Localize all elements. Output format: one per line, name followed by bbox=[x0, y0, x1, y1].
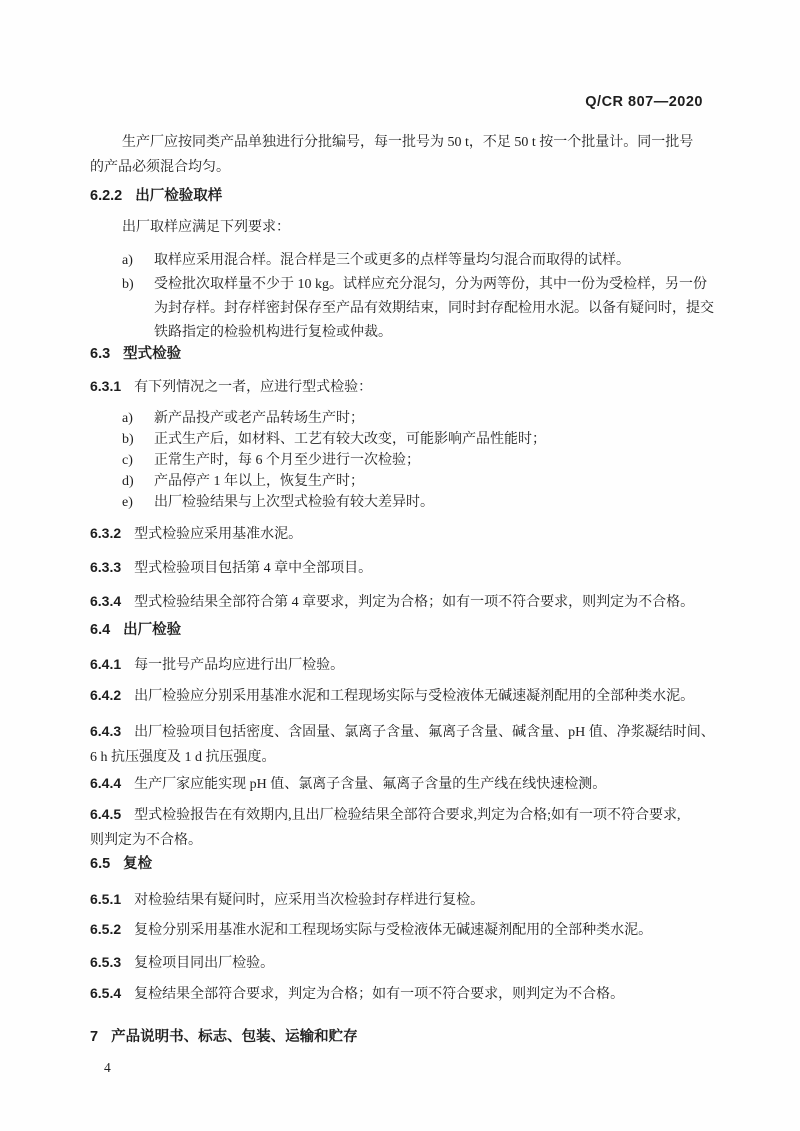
clause-text: 型式检验结果全部符合第 4 章要求，判定为合格；如有一项不符合要求，则判定为不合格。 bbox=[134, 595, 695, 610]
heading-number: 6.5 bbox=[90, 856, 111, 872]
heading-number: 6.3 bbox=[90, 346, 111, 362]
list-item-c bbox=[90, 450, 713, 471]
heading-number: 6.2.2 bbox=[90, 188, 123, 204]
clause-text: 复检结果全部符合要求，判定为合格；如有一项不符合要求，则判定为不合格。 bbox=[134, 987, 625, 1002]
heading-number: 7 bbox=[90, 1029, 99, 1045]
heading-title: 产品说明书、标志、包装、运输和贮存 bbox=[111, 1029, 358, 1045]
heading-title: 型式检验 bbox=[123, 346, 182, 362]
clause-6-5-4 bbox=[90, 981, 713, 1007]
list-marker: a) bbox=[122, 411, 133, 426]
list-item-b bbox=[90, 273, 713, 345]
list-item-text: 正常生产时，每 6 个月至少进行一次检验； bbox=[154, 453, 420, 468]
sampling-requirements-list bbox=[90, 249, 713, 345]
clause-number: 6.3.2 bbox=[90, 525, 122, 541]
clause-line: 6 h 抗压强度及 1 d 抗压强度。 bbox=[90, 750, 276, 765]
clause-line bbox=[90, 802, 713, 828]
list-marker: e) bbox=[122, 495, 133, 510]
clause-number: 6.5.3 bbox=[90, 954, 122, 970]
clause-number: 6.4.4 bbox=[90, 775, 122, 791]
list-item-a bbox=[90, 408, 713, 429]
list-item-a bbox=[90, 249, 713, 273]
clause-number: 6.4.2 bbox=[90, 687, 122, 703]
clause-text: 每一批号产品均应进行出厂检验。 bbox=[134, 658, 345, 673]
list-item-text: 正式生产后，如材料、工艺有较大改变，可能影响产品性能时； bbox=[154, 432, 546, 447]
intro-line: 的产品必须混合均匀。 bbox=[90, 160, 230, 175]
list-item-line: 铁路指定的检验机构进行复检或仲裁。 bbox=[154, 325, 392, 340]
clause-text: 复检分别采用基准水泥和工程现场实际与受检液体无碱速凝剂配用的全部种类水泥。 bbox=[134, 923, 653, 938]
type-test-conditions-list bbox=[90, 408, 713, 513]
clause-6-5-2 bbox=[90, 917, 713, 943]
heading-6-4 bbox=[90, 621, 713, 640]
list-item-b bbox=[90, 429, 713, 450]
clause-6-5-3 bbox=[90, 950, 713, 976]
clause-6-5-1 bbox=[90, 887, 713, 913]
clause-number: 6.3.1 bbox=[90, 378, 122, 394]
clause-text: 出厂检验项目包括密度、含固量、氯离子含量、氟离子含量、碱含量、pH 值、净浆凝结时间、 bbox=[134, 725, 715, 740]
clause-6-4-5 bbox=[90, 802, 713, 853]
page-header bbox=[90, 94, 713, 111]
intro-paragraph bbox=[90, 130, 713, 180]
page-number: 4 bbox=[104, 1060, 111, 1075]
clause-number: 6.5.2 bbox=[90, 921, 122, 937]
list-marker: b) bbox=[122, 432, 134, 447]
list-marker: c) bbox=[122, 453, 133, 468]
heading-7 bbox=[90, 1028, 713, 1047]
clause-text: 对检验结果有疑问时，应采用当次检验封存样进行复检。 bbox=[134, 893, 485, 908]
heading-6-5 bbox=[90, 855, 713, 874]
clause-6-3-4 bbox=[90, 589, 713, 615]
clause-6-4-4 bbox=[90, 771, 713, 797]
clause-number: 6.4.1 bbox=[90, 656, 122, 672]
heading-number: 6.4 bbox=[90, 622, 111, 638]
list-item-text: 产品停产 1 年以上，恢复生产时； bbox=[154, 474, 364, 489]
clause-6-3-3 bbox=[90, 555, 713, 581]
clause-6-4-3 bbox=[90, 719, 713, 770]
list-item-line: 取样应采用混合样。混合样是三个或更多的点样等量均匀混合而取得的试样。 bbox=[154, 253, 630, 268]
clause-line bbox=[90, 719, 713, 745]
clause-6-3-1 bbox=[90, 374, 713, 400]
heading-6-3 bbox=[90, 345, 713, 364]
list-item-line: 为封存样。封存样密封保存至产品有效期结束，同时封存配检用水泥。以备有疑问时，提交 bbox=[154, 301, 714, 316]
clause-number: 6.3.3 bbox=[90, 559, 122, 575]
clause-line: 则判定为不合格。 bbox=[90, 833, 202, 848]
heading-title: 出厂检验 bbox=[123, 622, 182, 638]
list-item-line: 受检批次取样量不少于 10 kg。试样应充分混匀，分为两等份，其中一份为受检样，另一份 bbox=[154, 277, 707, 292]
list-marker: a) bbox=[122, 253, 133, 268]
clause-text: 出厂检验应分别采用基准水泥和工程现场实际与受检液体无碱速凝剂配用的全部种类水泥。 bbox=[134, 689, 695, 704]
list-item-d bbox=[90, 471, 713, 492]
heading-6-2-2 bbox=[90, 187, 713, 206]
lead-paragraph: 出厂取样应满足下列要求： bbox=[122, 220, 290, 235]
page-content bbox=[0, 94, 800, 1078]
clause-number: 6.4.5 bbox=[90, 806, 122, 822]
intro-line: 生产厂应按同类产品单独进行分批编号，每一批号为 50 t，不足 50 t 按一个批量计。同一批号 bbox=[122, 135, 694, 150]
clause-number: 6.4.3 bbox=[90, 723, 122, 739]
list-marker: b) bbox=[122, 277, 134, 292]
list-marker: d) bbox=[122, 474, 134, 489]
clause-text: 型式检验报告在有效期内,且出厂检验结果全部符合要求,判定为合格;如有一项不符合要求, bbox=[134, 808, 681, 823]
clause-number: 6.5.1 bbox=[90, 891, 122, 907]
clause-6-4-2 bbox=[90, 683, 713, 709]
clause-6-3-2 bbox=[90, 521, 713, 547]
clause-text: 型式检验项目包括第 4 章中全部项目。 bbox=[134, 561, 373, 576]
clause-number: 6.5.4 bbox=[90, 985, 122, 1001]
clause-text: 有下列情况之一者，应进行型式检验： bbox=[134, 380, 373, 395]
list-item-text: 出厂检验结果与上次型式检验有较大差异时。 bbox=[154, 495, 434, 510]
clause-6-4-1 bbox=[90, 652, 713, 678]
clause-text: 型式检验应采用基准水泥。 bbox=[134, 527, 303, 542]
list-item-text: 新产品投产或老产品转场生产时； bbox=[154, 411, 364, 426]
clause-text: 复检项目同出厂检验。 bbox=[134, 956, 275, 971]
heading-title: 复检 bbox=[123, 856, 153, 872]
standard-code: Q/CR 807—2020 bbox=[585, 94, 703, 110]
clause-number: 6.3.4 bbox=[90, 593, 122, 609]
list-item-e bbox=[90, 492, 713, 513]
clause-text: 生产厂家应能实现 pH 值、氯离子含量、氟离子含量的生产线在线快速检测。 bbox=[134, 777, 607, 792]
heading-title: 出厂检验取样 bbox=[135, 188, 223, 204]
